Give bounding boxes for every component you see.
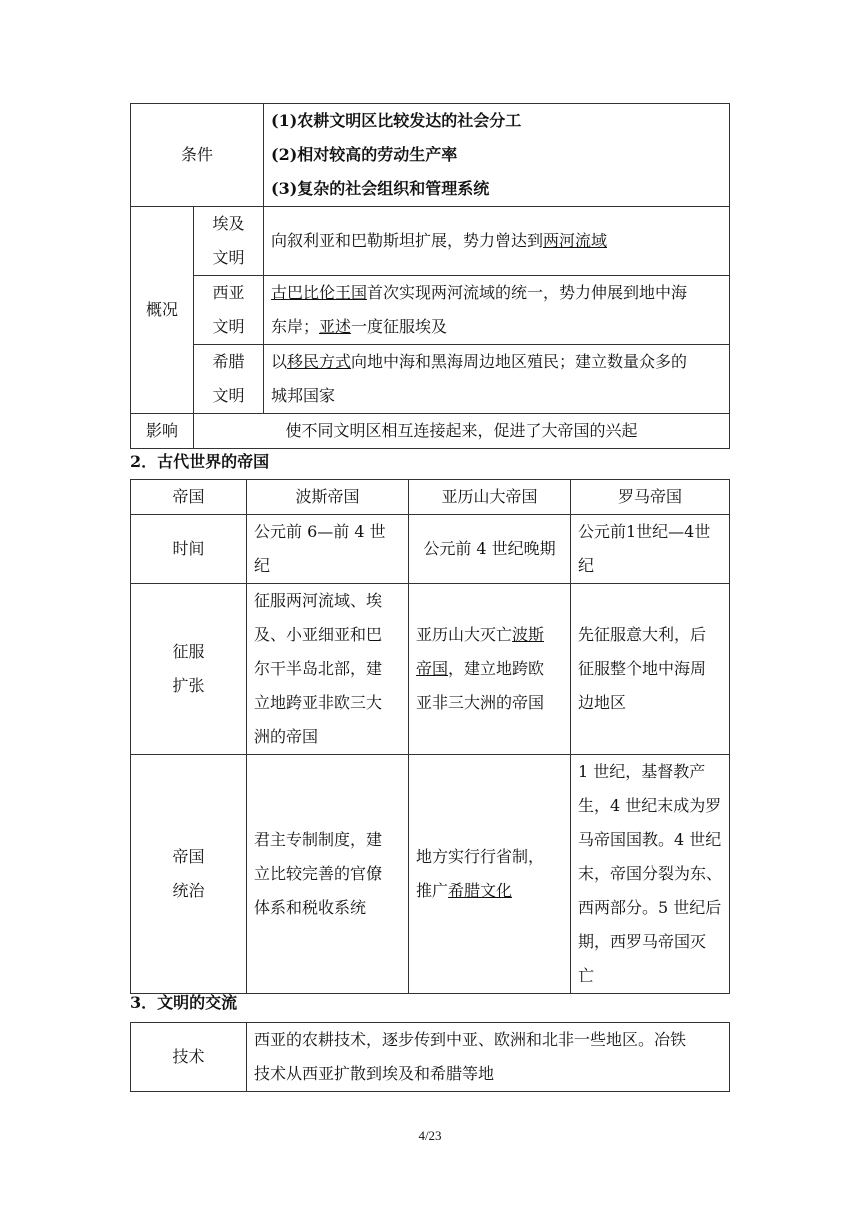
persia-rule-line: 君主专制制度，建 (254, 830, 383, 849)
rome-rule-line: 1 世纪，基督教产 (578, 762, 706, 781)
persia-exp-line: 洲的帝国 (254, 727, 319, 746)
technology-line2: 技术从西亚扩散到埃及和希腊等地 (254, 1064, 495, 1083)
alexander-time: 公元前 4 世纪晚期 (409, 515, 571, 584)
rome-exp-line: 征服整个地中海周 (578, 659, 707, 678)
rome-rule-line: 期，西罗马帝国灭 (578, 932, 707, 951)
westasia-row (131, 276, 730, 345)
westasia-underlined-2: 亚述 (319, 317, 352, 336)
time-row (131, 515, 730, 584)
persia-expansion (247, 584, 409, 755)
conditions-label: 条件 (131, 104, 264, 207)
page-number: 4/23 (418, 1128, 442, 1143)
technology-cell (247, 1023, 730, 1092)
technology-line1: 西亚的农耕技术，逐步传到中亚、欧洲和北非一些地区。冶铁 (254, 1030, 687, 1049)
greece-underlined: 移民方式 (287, 352, 352, 371)
rome-rule-line: 西两部分。5 世纪后 (578, 898, 722, 917)
expansion-row (131, 584, 730, 755)
rome-exp-line: 边地区 (578, 693, 627, 712)
persia-exp-line: 及、小亚细亚和巴 (254, 625, 383, 644)
greece-label-line1: 希腊 (212, 352, 245, 371)
exchange-table (130, 1022, 730, 1092)
technology-row (131, 1023, 730, 1092)
influence-text: 使不同文明区相互连接起来，促进了大帝国的兴起 (194, 414, 730, 449)
greece-row (131, 345, 730, 414)
westasia-underlined-1: 古巴比伦王国 (271, 283, 368, 302)
rome-rule-line: 末，帝国分裂为东、 (578, 864, 723, 883)
westasia-label-line2: 文明 (212, 317, 245, 336)
rome-time-line1: 公元前1世纪—4世 (578, 522, 711, 541)
rome-rule-line: 马帝国国教。4 世纪 (578, 830, 722, 849)
conditions-row (131, 104, 730, 207)
empires-header-row (131, 480, 730, 515)
header-persia: 波斯帝国 (247, 480, 409, 515)
westasia-label-line1: 西亚 (212, 283, 245, 302)
section-3-heading: 3．文明的交流 (130, 993, 238, 1012)
westasia-text-3: 一度征服埃及 (351, 317, 448, 336)
greece-cell (264, 345, 730, 414)
rome-expansion (571, 584, 730, 755)
alex-rule-text: 推广 (416, 881, 449, 900)
influence-row (131, 414, 730, 449)
alex-exp-underlined: 波斯 (512, 625, 545, 644)
rule-row (131, 755, 730, 994)
persia-time-line2: 纪 (254, 556, 271, 575)
alex-exp-text: 亚历山大灭亡 (416, 625, 513, 644)
rule-label-line1: 帝国 (172, 847, 205, 866)
greece-text-3: 城邦国家 (271, 386, 336, 405)
persia-rule-line: 立比较完善的官僚 (254, 864, 383, 883)
header-empire: 帝国 (131, 480, 247, 515)
alex-exp-text: 亚非三大洲的帝国 (416, 693, 545, 712)
time-label: 时间 (131, 515, 247, 584)
alex-rule-underlined: 希腊文化 (448, 881, 513, 900)
rome-exp-line: 先征服意大利，后 (578, 625, 707, 644)
persia-time-line1: 公元前 6—前 4 世 (254, 522, 386, 541)
persia-rule-line: 体系和税收系统 (254, 898, 367, 917)
rome-rule (571, 755, 730, 994)
influence-label: 影响 (131, 414, 194, 449)
westasia-text-2: 东岸； (271, 317, 320, 336)
greece-label (194, 345, 264, 414)
rome-time (571, 515, 730, 584)
rome-rule-line: 生，4 世纪末成为罗 (578, 796, 722, 815)
rome-rule-line: 亡 (578, 966, 595, 985)
alex-exp-text: ，建立地跨欧 (448, 659, 545, 678)
empires-table (130, 479, 730, 994)
alexander-expansion (409, 584, 571, 755)
egypt-text: 向叙利亚和巴勒斯坦扩展，势力曾达到 (271, 231, 544, 250)
alex-exp-underlined: 帝国 (416, 659, 449, 678)
egypt-row (131, 207, 730, 276)
civilization-table (130, 103, 730, 449)
persia-rule (247, 755, 409, 994)
expansion-label (131, 584, 247, 755)
condition-item: (1)农耕文明区比较发达的社会分工 (271, 111, 522, 130)
header-rome: 罗马帝国 (571, 480, 730, 515)
greece-text-2: 向地中海和黑海周边地区殖民；建立数量众多的 (351, 352, 688, 371)
technology-label: 技术 (131, 1023, 247, 1092)
westasia-label (194, 276, 264, 345)
egypt-cell (264, 207, 730, 276)
overview-label: 概况 (131, 207, 194, 414)
alex-rule-text: 地方实行行省制， (416, 847, 545, 866)
rule-label (131, 755, 247, 994)
persia-exp-line: 征服两河流域、埃 (254, 591, 383, 610)
egypt-label-line2: 文明 (212, 248, 245, 267)
rome-time-line2: 纪 (578, 556, 595, 575)
egypt-underlined: 两河流域 (543, 231, 608, 250)
expansion-label-line2: 扩张 (172, 676, 205, 695)
conditions-cell (264, 104, 730, 207)
egypt-label (194, 207, 264, 276)
alexander-rule (409, 755, 571, 994)
greece-label-line2: 文明 (212, 386, 245, 405)
condition-item: (3)复杂的社会组织和管理系统 (271, 179, 490, 198)
header-alexander: 亚历山大帝国 (409, 480, 571, 515)
persia-exp-line: 尔干半岛北部，建 (254, 659, 383, 678)
egypt-label-line1: 埃及 (212, 214, 245, 233)
condition-item: (2)相对较高的劳动生产率 (271, 145, 458, 164)
rule-label-line2: 统治 (172, 881, 205, 900)
expansion-label-line1: 征服 (172, 642, 205, 661)
section-2-heading: 2．古代世界的帝国 (130, 452, 270, 471)
westasia-text-1: 首次实现两河流域的统一，势力伸展到地中海 (367, 283, 688, 302)
westasia-cell (264, 276, 730, 345)
greece-text-1: 以 (271, 352, 288, 371)
persia-exp-line: 立地跨亚非欧三大 (254, 693, 383, 712)
persia-time (247, 515, 409, 584)
